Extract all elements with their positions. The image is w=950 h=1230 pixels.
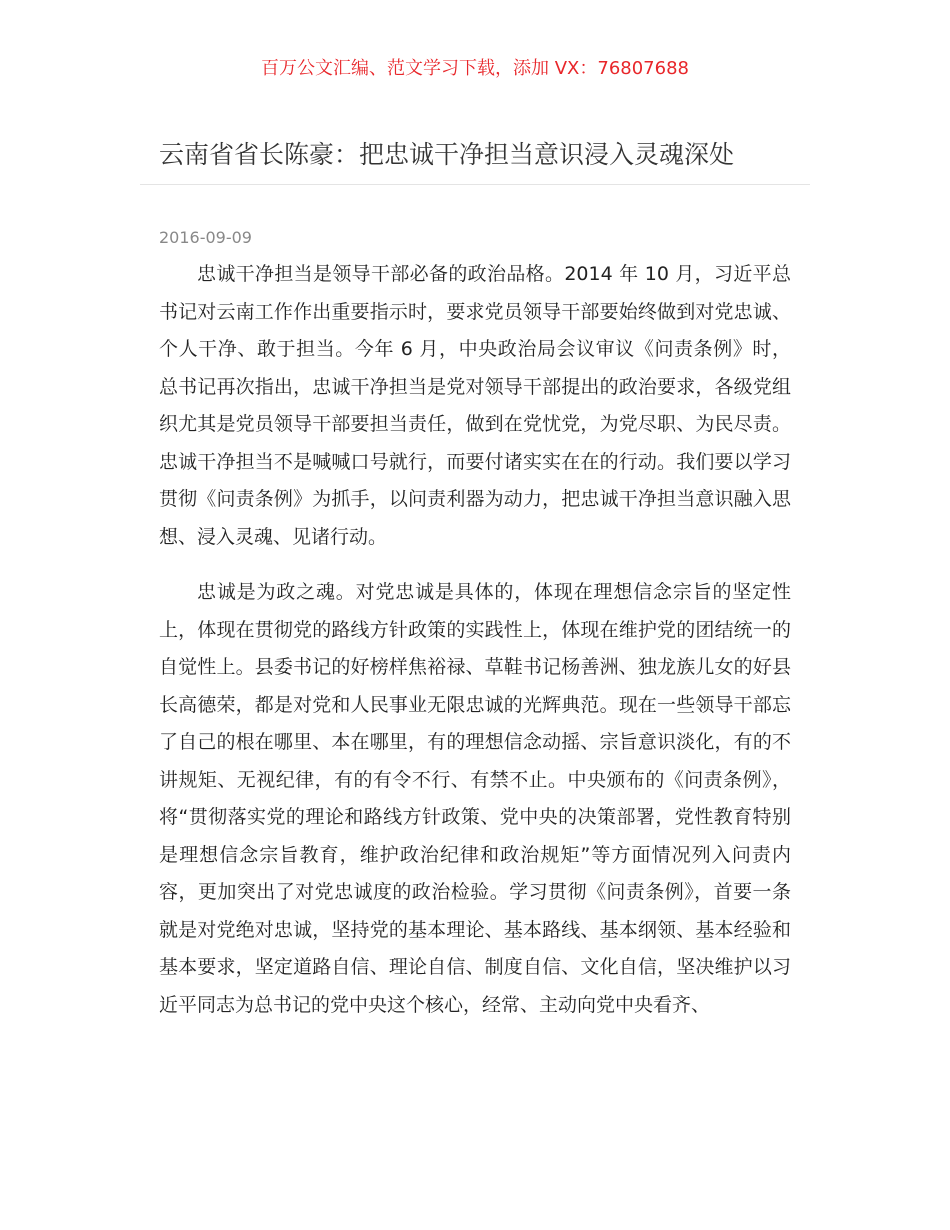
download-banner: 百万公文汇编、范文学习下载，添加 VX：76807688 <box>261 58 689 79</box>
article-paragraph: 忠诚是为政之魂。对党忠诚是具体的，体现在理想信念宗旨的坚定性上，体现在贯彻党的路线方针政策的实践性上，体现在维护党的团结统一的自觉性上。县委书记的好榜样焦裕禄、草鞋书记杨善洲、独龙族儿女的好县长高德荣，都是对党和人民事业无限忠诚的光辉典范。现在一些领导干部忘了自己的根在哪里、本在哪里，有的理想信念动摇、宗旨意识淡化，有的不讲规矩、无视纪律，有的有令不行、有禁不止。中央颁布的《问责条例》，将“贯彻落实党的理论和路线方针政策、党中央的决策部署，党性教育特别是理想信念宗旨教育，维护政治纪律和政治规矩”等方面情况列入问责内容，更加突出了对党忠诚度的政治检验。学习贯彻《问责条例》，首要一条就是对党绝对忠诚，坚持党的基本理论、基本路线、基本纲领、基本经验和基本要求，坚定道路自信、理论自信、制度自信、文化自信，坚决维护以习近平同志为总书记的党中央这个核心，经常、主动向党中央看齐、 <box>159 581 791 1016</box>
article-body <box>159 256 791 1024</box>
title-divider <box>140 184 810 185</box>
publish-date: 2016-09-09 <box>159 228 252 247</box>
article-title: 云南省省长陈豪：把忠诚干净担当意识浸入灵魂深处 <box>159 140 735 169</box>
article-paragraph: 忠诚干净担当是领导干部必备的政治品格。2014 年 10 月，习近平总书记对云南工作作出重要指示时，要求党员领导干部要始终做到对党忠诚、个人干净、敢于担当。今年 6 月，中央政治局会议审议《问责条例》时，总书记再次指出，忠诚干净担当是党对领导干部提出的政治要求，各级党组织尤其是党员领导干部要担当责任，做到在党忧党，为党尽职、为民尽责。忠诚干净担当不是喊喊口号就行，而要付诸实实在在的行动。我们要以学习贯彻《问责条例》为抓手，以问责利器为动力，把忠诚干净担当意识融入思想、浸入灵魂、见诸行动。 <box>159 263 791 548</box>
